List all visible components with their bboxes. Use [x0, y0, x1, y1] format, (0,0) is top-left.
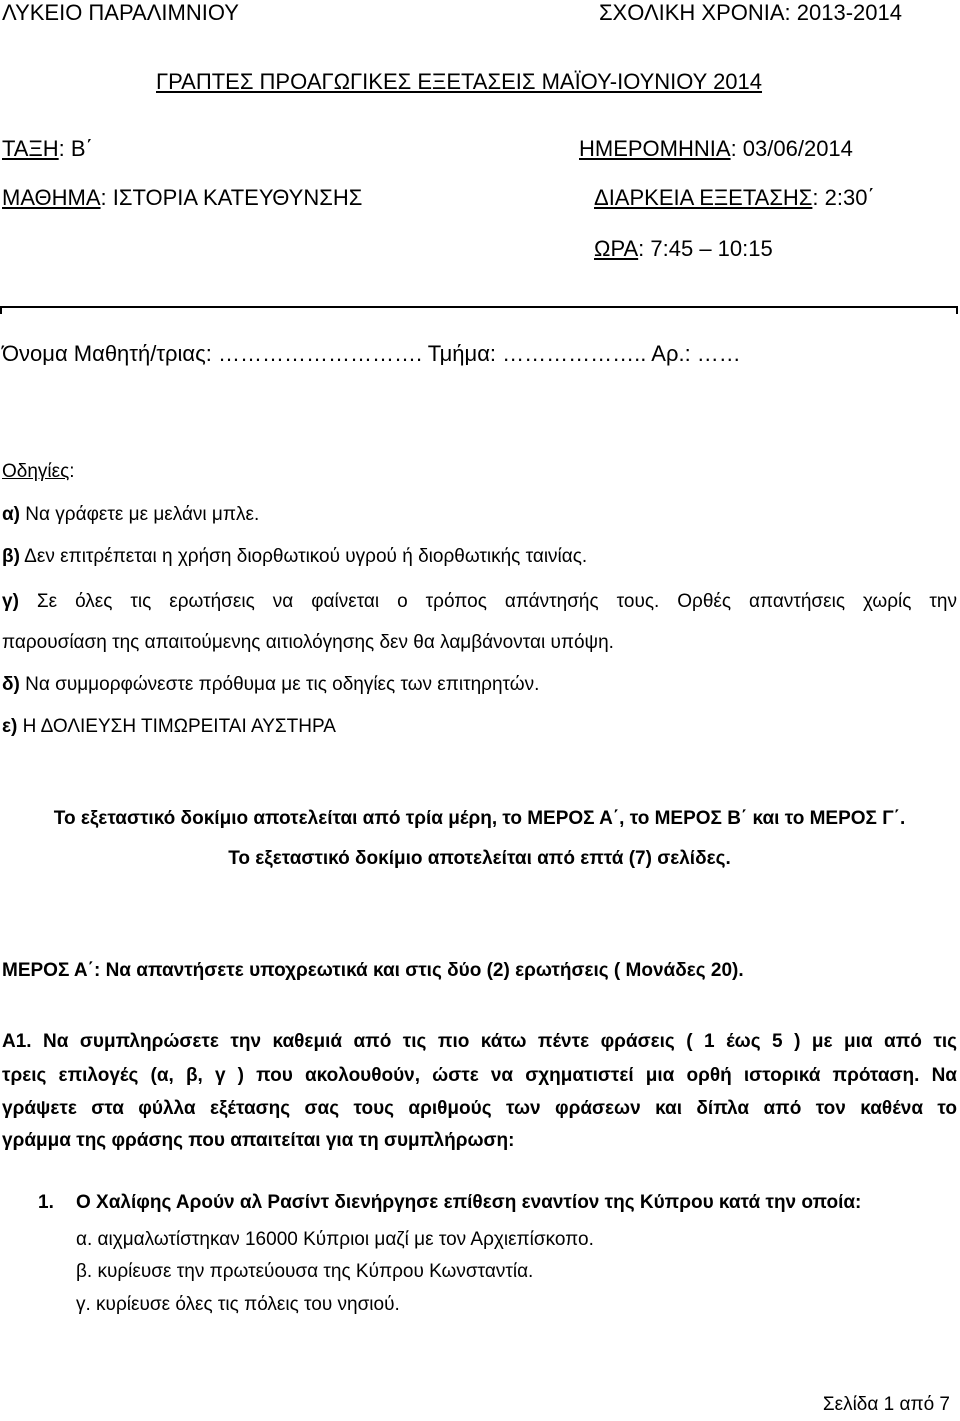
subject-label: ΜΑΘΗΜΑ: [2, 185, 101, 210]
instruction-c-line1: γ) Σε όλες τις ερωτήσεις να φαίνεται ο τρόπος απάντησής τους. Ορθές απαντήσεις χωρίς την: [2, 591, 957, 612]
header-divider: [0, 306, 958, 314]
subject-field: [2, 185, 362, 211]
instruction-b: β) Δεν επιτρέπεται η χρήση διορθωτικού υγρού ή διορθωτικής ταινίας.: [2, 546, 588, 567]
notice-pages: Το εξεταστικό δοκίμιο αποτελείται από επτά (7) σελίδες.: [228, 848, 731, 869]
date-value: : 03/06/2014: [730, 136, 853, 161]
instruction-c-line2: παρουσίαση της απαιτούμενης αιτιολόγησης δεν θα λαμβάνονται υπόψη.: [2, 632, 614, 653]
duration-field: [594, 185, 875, 211]
a1-line2: τρεις επιλογές (α, β, γ ) που ακολουθούν, ώστε να σχηματιστεί μια ορθή ιστορικά πρόταση. Να: [2, 1065, 957, 1086]
instruction-a: α) Να γράφετε με μελάνι μπλε.: [2, 504, 260, 525]
class-value: : Β΄: [58, 136, 93, 161]
school-name: ΛΥΚΕΙΟ ΠΑΡΑΛΙΜΝΙΟΥ: [2, 0, 239, 25]
instruction-e: ε) Η ΔΟΛΙΕΥΣΗ ΤΙΜΩΡΕΙΤΑΙ ΑΥΣΤΗΡΑ: [2, 716, 336, 737]
exam-title: ΓΡΑΠΤΕΣ ΠΡΟΑΓΩΓΙΚΕΣ ΕΞΕΤΑΣΕΙΣ ΜΑΪΟΥ-ΙΟΥΝΙΟΥ 2014: [156, 69, 763, 94]
question-1-text: Ο Χαλίφης Αρούν αλ Ρασίντ διενήργησε επίθεση εναντίον της Κύπρου κατά την οποία:: [76, 1192, 862, 1213]
time-value: : 7:45 – 10:15: [638, 236, 773, 261]
duration-label: ΔΙΑΡΚΕΙΑ ΕΞΕΤΑΣΗΣ: [594, 185, 813, 210]
class-label: ΤΑΞΗ: [2, 136, 59, 161]
a1-line3: γράψετε στα φύλλα εξέτασης σας τους αριθμούς των φράσεων και δίπλα από τον καθένα το: [2, 1098, 957, 1119]
time-field: [594, 236, 773, 262]
instructions-heading: Οδηγίες:: [2, 461, 75, 482]
question-1-number: 1.: [38, 1192, 54, 1213]
instruction-d: δ) Να συμμορφώνεστε πρόθυμα με τις οδηγίες των επιτηρητών.: [2, 674, 540, 695]
class-field: [2, 136, 93, 162]
question-1-option-c: γ. κυρίευσε όλες τις πόλεις του νησιού.: [76, 1294, 400, 1315]
part-a-heading: ΜΕΡΟΣ Α΄: Να απαντήσετε υποχρεωτικά και στις δύο (2) ερωτήσεις ( Μονάδες 20).: [2, 960, 744, 981]
a1-line4: γράμμα της φράσης που απαιτείται για τη συμπλήρωση:: [2, 1130, 515, 1151]
a1-line1: Α1. Να συμπληρώσετε την καθεμιά από τις πιο κάτω πέντε φράσεις ( 1 έως 5 ) με μια από τις: [2, 1031, 957, 1052]
time-label: ΩΡΑ: [594, 236, 639, 261]
student-info-line: Όνομα Μαθητή/τριας: ………………………. Τμήμα: ……………….. Αρ.: ……: [2, 341, 741, 366]
question-1-option-a: α. αιχμαλωτίστηκαν 16000 Κύπριοι μαζί με τον Αρχιεπίσκοπο.: [76, 1229, 594, 1250]
date-field: [579, 136, 853, 162]
question-1-option-b: β. κυρίευσε την πρωτεύουσα της Κύπρου Κωνσταντία.: [76, 1261, 534, 1282]
date-label: ΗΜΕΡΟΜΗΝΙΑ: [579, 136, 731, 161]
page-number: Σελίδα 1 από 7: [822, 1394, 950, 1415]
subject-value: : ΙΣΤΟΡΙΑ ΚΑΤΕΥΘΥΝΣΗΣ: [100, 185, 363, 210]
school-year: ΣΧΟΛΙΚΗ ΧΡΟΝΙΑ: 2013-2014: [598, 0, 902, 25]
notice-parts: Το εξεταστικό δοκίμιο αποτελείται από τρία μέρη, το ΜΕΡΟΣ Α΄, το ΜΕΡΟΣ Β΄ και το ΜΕΡΟΣ Γ΄.: [53, 808, 906, 829]
duration-value: : 2:30΄: [812, 185, 875, 210]
